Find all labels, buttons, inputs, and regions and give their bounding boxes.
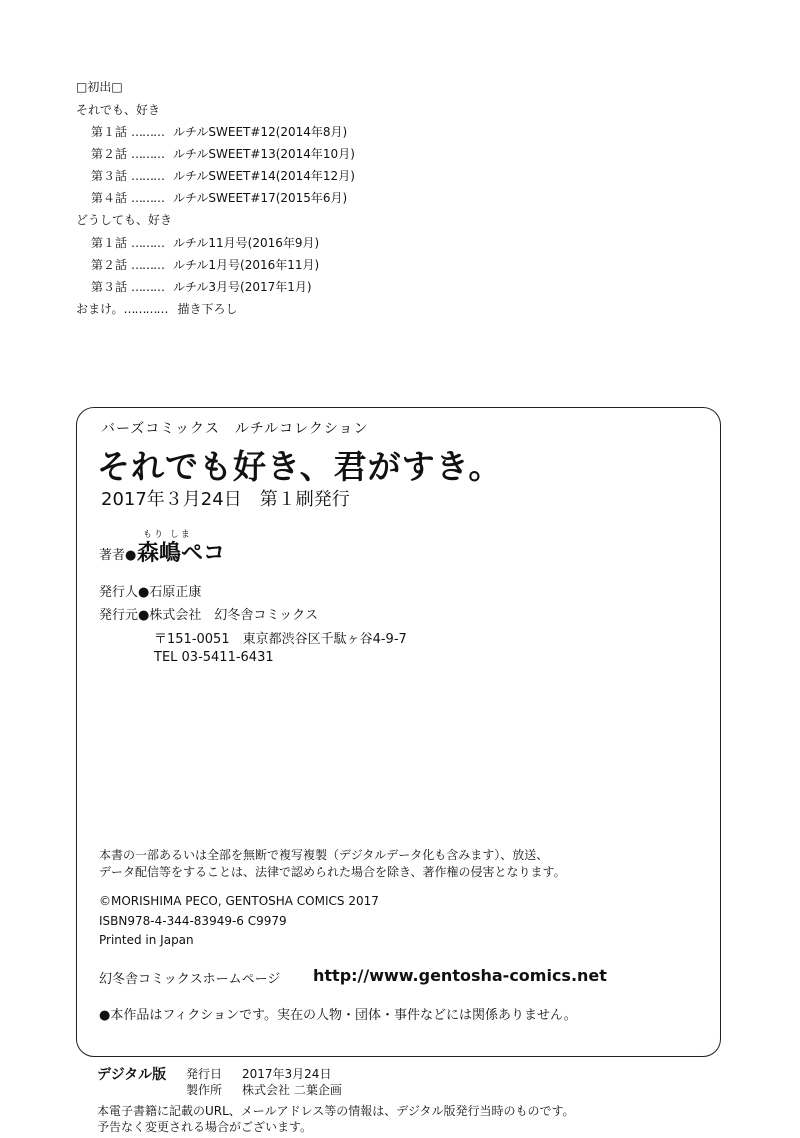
omake-label: おまけ。 [76,302,124,316]
episode-number: 第２話 [91,147,128,161]
list-item [91,236,319,250]
series-title: どうしても、好き [76,213,173,227]
copyright: ©MORISHIMA PECO, GENTOSHA COMICS 2017 [99,894,379,908]
omake-source: 描き下ろし [177,302,238,316]
list-item [91,147,355,161]
list-item [76,302,238,316]
series-label: バーズコミックス ルチルコレクション [101,421,369,437]
publisher: 発行人●石原正康 [99,585,202,600]
episode-source: ルチルSWEET#14(2014年12月) [173,169,355,183]
producer-row [186,1081,342,1098]
producer-key: 製作所 [186,1083,223,1097]
leader-dots: ……… [131,125,164,139]
leader-dots: ……… [131,236,164,250]
list-item [91,191,347,205]
episode-source: ルチル3月号(2017年1月) [173,280,312,294]
homepage-label: 幻冬舎コミックスホームページ [99,972,281,987]
edition-date: 2017年３月24日 第１刷発行 [101,489,350,510]
issue-date-row [186,1065,331,1082]
isbn: ISBN978-4-344-83949-6 C9979 [99,914,287,928]
publishing-house: 発行元●株式会社 幻冬舎コミックス [99,608,318,623]
list-item [91,125,347,139]
episode-number: 第１話 [91,236,128,250]
leader-dots: ……… [131,258,164,272]
leader-dots: ……… [131,169,164,183]
fiction-notice: ●本作品はフィクションです。実在の人物・団体・事件などには関係ありません。 [99,1008,577,1023]
episode-number: 第１話 [91,125,128,139]
episode-source: ルチルSWEET#13(2014年10月) [173,147,355,161]
series-title: それでも、好き [76,103,161,117]
copy-notice-line1: 本書の一部あるいは全部を無断で複写複製（デジタルデータ化も含みます）、放送、 [99,848,549,862]
leader-dots: ……… [131,147,164,161]
episode-source: ルチルSWEET#17(2015年6月) [173,191,348,205]
author-label: 著者● [99,548,137,563]
printed-in: Printed in Japan [99,933,194,947]
producer-value: 株式会社 二葉企画 [242,1083,342,1097]
episode-source: ルチルSWEET#12(2014年8月) [173,125,348,139]
list-item [91,280,312,294]
leader-dots: ……… [131,280,164,294]
episode-number: 第３話 [91,169,128,183]
episode-source: ルチル11月号(2016年9月) [173,236,320,250]
leader-dots: ………… [123,302,168,316]
issue-date-key: 発行日 [186,1067,223,1081]
address: 〒151-0051 東京都渋谷区千駄ヶ谷4-9-7 [154,632,407,647]
list-item [91,258,319,272]
digital-note-line1: 本電子書籍に記載のURL、メールアドレス等の情報は、デジタル版発行当時のものです。 [97,1104,575,1118]
leader-dots: ……… [131,191,164,205]
episode-source: ルチル1月号(2016年11月) [173,258,320,272]
first-publication-heading: □初出□ [76,80,123,94]
list-item [91,169,355,183]
episode-number: 第３話 [91,280,128,294]
episode-number: 第２話 [91,258,128,272]
author-ruby: もり しま [143,530,192,540]
digital-edition-label: デジタル版 [97,1067,167,1083]
issue-date-value: 2017年3月24日 [242,1067,332,1081]
colophon-box [76,407,721,1057]
homepage-link[interactable]: http://www.gentosha-comics.net [313,966,607,985]
book-title: それでも好き、君がすき。 [97,447,503,486]
telephone: TEL 03-5411-6431 [154,650,274,665]
copy-notice-line2: データ配信等をすることは、法律で認められた場合を除き、著作権の侵害となります。 [99,865,566,879]
digital-note-line2: 予告なく変更される場合がございます。 [97,1120,313,1134]
author-name: 森嶋ペコ [137,541,226,566]
episode-number: 第４話 [91,191,128,205]
